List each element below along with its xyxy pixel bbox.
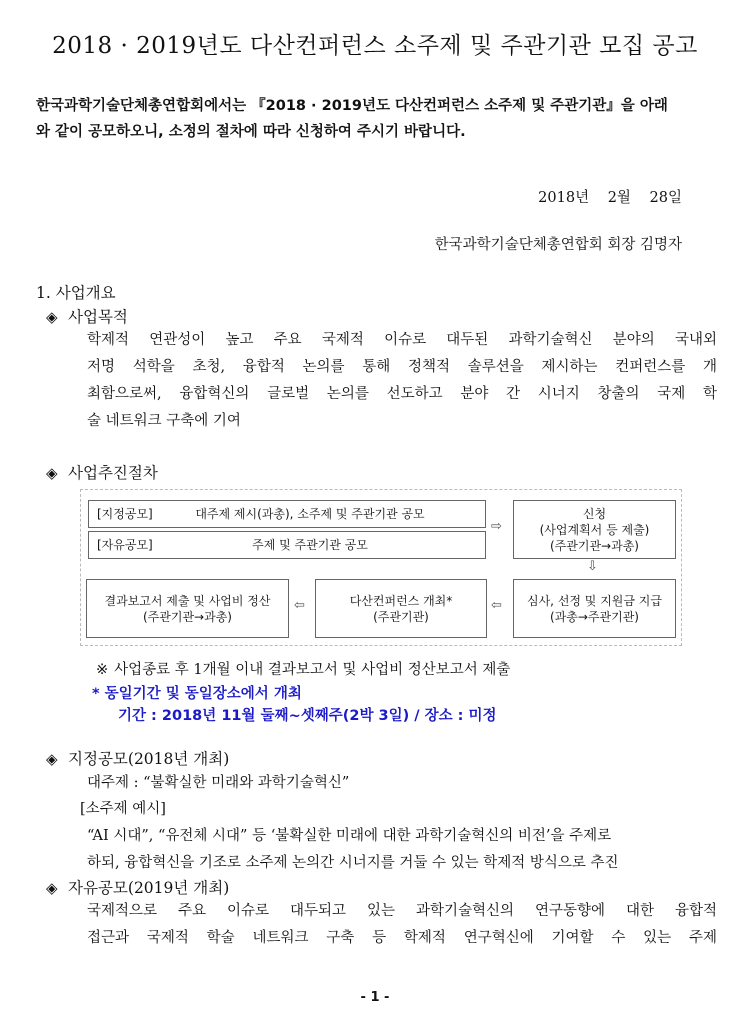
purpose-line: 저명 석학을 초청, 융합적 논의를 통해 정책적 솔루션을 제시하는 컨퍼런스를 개: [87, 359, 717, 375]
flow-apply-line: (사업계획서 등 제출): [539, 522, 650, 537]
arrow-down-icon: ⇩: [587, 559, 598, 574]
examples-label: [소주제 예시]: [80, 801, 166, 817]
free-heading-text: 자유공모(2019년 개최): [68, 879, 230, 897]
purpose-heading-text: 사업목적: [68, 308, 128, 326]
designated-heading: [46, 747, 229, 769]
diamond-bullet-icon: ◈: [46, 879, 58, 897]
diamond-bullet-icon: ◈: [46, 308, 58, 326]
page-number: - 1 -: [360, 990, 390, 1005]
flow-free-tag: [자유공모]: [97, 538, 153, 552]
flow-designated-text: 대주제 제시(과총), 소주제 및 주관기관 공모: [195, 507, 425, 521]
flow-designated-box: [88, 500, 486, 528]
flow-review-box: [513, 579, 676, 638]
intro-line-2: 와 같이 공모하오니, 소정의 절차에 따라 신청하여 주시기 바랍니다.: [36, 124, 466, 140]
purpose-paragraph: [87, 327, 717, 435]
main-theme: 대주제 : “불확실한 미래와 과학기술혁신”: [87, 775, 350, 791]
flow-report-line: 결과보고서 제출 및 사업비 정산: [104, 593, 271, 608]
flow-apply-line: 신청: [582, 506, 607, 521]
purpose-line: 학제적 연관성이 높고 주요 국제적 이슈로 대두된 과학기술혁신 분야의 국내외: [87, 332, 717, 348]
diamond-bullet-icon: ◈: [46, 464, 58, 482]
section-1-heading: 1. 사업개요: [36, 284, 116, 302]
flow-free-text: 주제 및 주관기관 공모: [252, 538, 368, 552]
reference-mark-icon: ※: [96, 662, 109, 678]
flow-conference-line: (주관기관): [373, 609, 429, 624]
arrow-left-icon: ⇦: [491, 598, 502, 613]
flow-free-box: [88, 531, 486, 559]
designated-line: “AI 시대”, “유전체 시대” 등 ‘불확실한 미래에 대한 과학기술혁신의 비전’을 주제로: [87, 828, 612, 844]
designated-line: 하되, 융합혁신을 기조로 소주제 논의간 시너지를 거둘 수 있는 학제적 방식으로 추진: [87, 855, 619, 871]
arrow-right-icon: ⇨: [491, 519, 502, 534]
announcement-date: 2018년 2월 28일: [538, 190, 682, 206]
flow-conference-line: 다산컨퍼런스 개최*: [349, 593, 453, 608]
free-heading: [46, 876, 229, 898]
flow-conference-box: [315, 579, 487, 638]
flow-apply-box: [513, 500, 676, 559]
designated-heading-text: 지정공모(2018년 개최): [68, 750, 230, 768]
purpose-heading: [46, 305, 128, 327]
purpose-line: 최함으로써, 융합혁신의 글로벌 논의를 선도하고 분야 간 시너지 창출의 국제 학: [87, 386, 717, 402]
flow-report-line: (주관기관→과총): [143, 609, 232, 624]
process-note: [96, 658, 510, 679]
flow-review-line: (과총→주관기관): [550, 609, 639, 624]
process-flowchart: [80, 489, 682, 646]
flow-designated-tag: [지정공모]: [97, 507, 153, 521]
page-title: 2018 · 2019년도 다산컨퍼런스 소주제 및 주관기관 모집 공고: [52, 33, 698, 59]
same-venue-note: * 동일기간 및 동일장소에서 개최: [92, 686, 302, 702]
signer: 한국과학기술단체총연합회 회장 김명자: [434, 237, 682, 253]
intro-line-1: 한국과학기술단체총연합회에서는 『2018 · 2019년도 다산컨퍼런스 소주제 및 주관기관』을 아래: [36, 98, 668, 114]
purpose-line: 술 네트워크 구축에 기여: [87, 413, 241, 429]
process-heading: [46, 461, 158, 483]
free-paragraph: [87, 898, 717, 952]
diamond-bullet-icon: ◈: [46, 750, 58, 768]
flow-apply-line: (주관기관→과총): [550, 538, 639, 553]
flow-report-box: [86, 579, 289, 638]
designated-paragraph: [87, 823, 717, 877]
process-heading-text: 사업추진절차: [68, 464, 158, 482]
process-note-text: 사업종료 후 1개월 이내 결과보고서 및 사업비 정산보고서 제출: [114, 662, 511, 678]
free-line: 접근과 국제적 학술 네트워크 구축 등 학제적 연구혁신에 기여할 수 있는 주제: [87, 930, 717, 946]
period-venue-note: 기간 : 2018년 11월 둘째~셋째주(2박 3일) / 장소 : 미정: [118, 708, 497, 724]
arrow-left-icon: ⇦: [294, 598, 305, 613]
intro-paragraph: [36, 93, 716, 145]
free-line: 국제적으로 주요 이슈로 대두되고 있는 과학기술혁신의 연구동향에 대한 융합적: [87, 903, 717, 919]
flow-review-line: 심사, 선정 및 지원금 지급: [527, 593, 662, 608]
